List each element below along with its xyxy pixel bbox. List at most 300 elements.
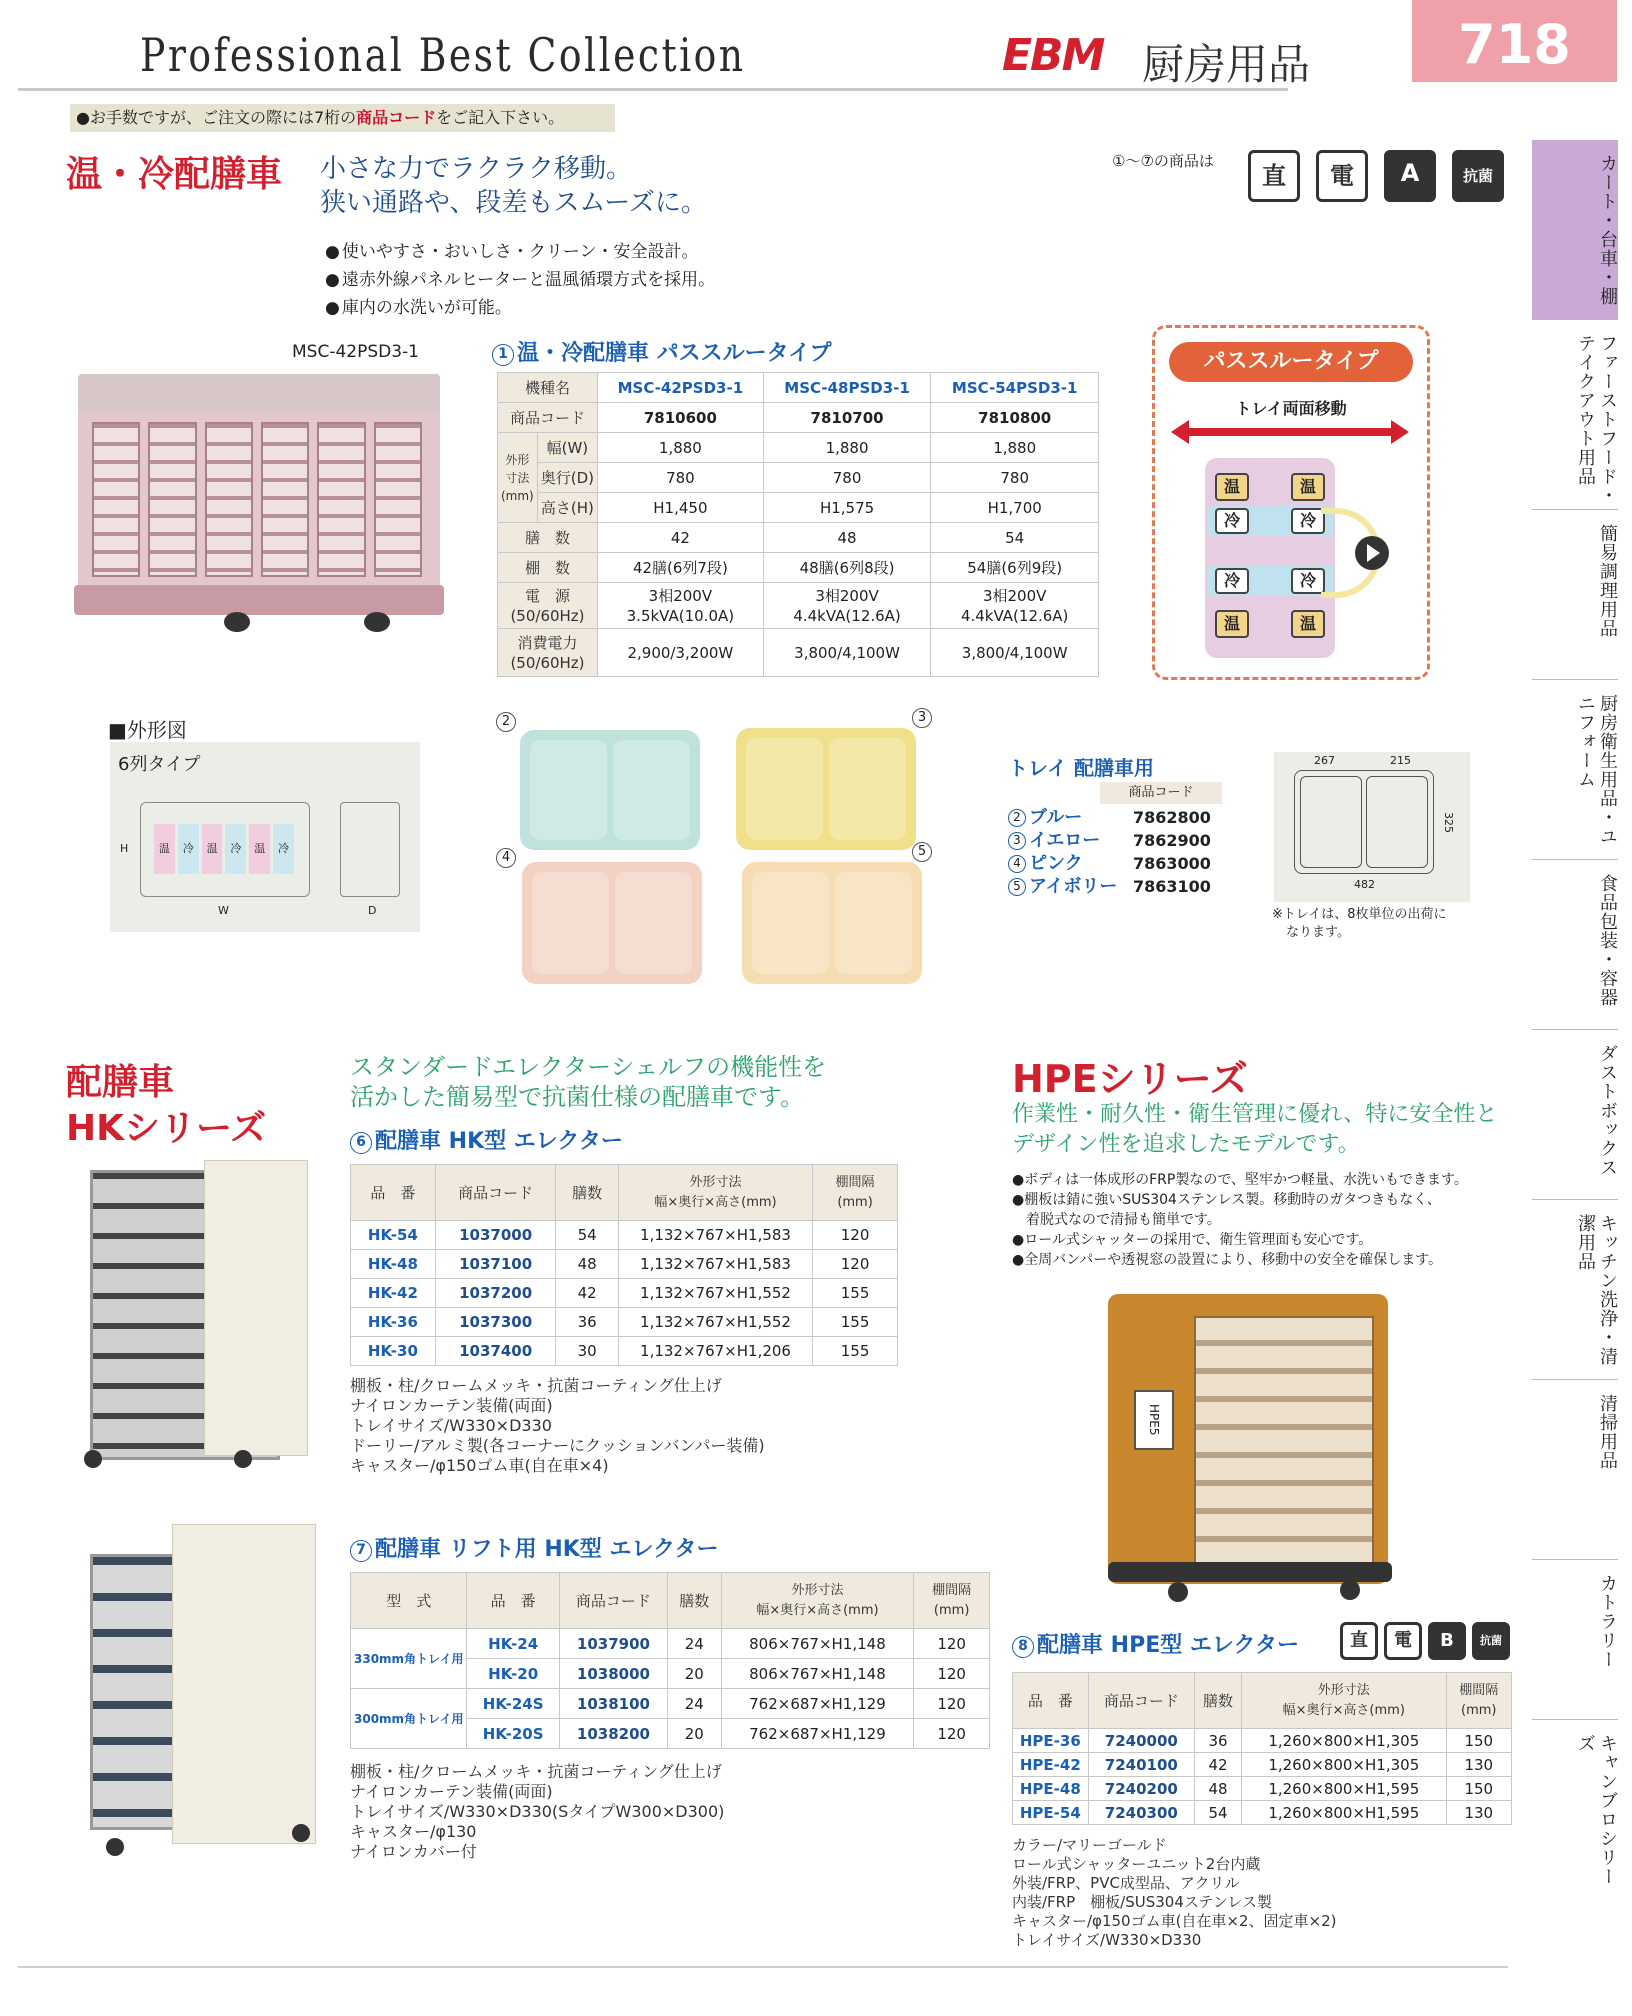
th-pitch-1: 棚間隔 [1459, 1682, 1499, 1698]
outline-type: 6列タイプ [118, 754, 201, 775]
th-dim [618, 1165, 812, 1221]
spec-line: カラー/マリーゴールド [1012, 1836, 1167, 1854]
s3-bullet [1012, 1250, 1468, 1270]
group-label: 330mm角トレイ用 [351, 1629, 467, 1689]
s3-bullet-text: ボディは一体成形のFRP製なので、堅牢かつ軽量、水洗いもできます。 [1024, 1172, 1468, 1188]
cell: 150 [1446, 1777, 1511, 1801]
tray-pink-photo [522, 862, 702, 984]
cell: 762×687×H1,129 [721, 1719, 914, 1749]
cell-meals: 54 [931, 523, 1099, 553]
dim-c: 325 [1442, 812, 1455, 833]
tray-code-header: 商品コード [1100, 782, 1222, 804]
cell-shelf: 54膳(6列9段) [931, 553, 1099, 583]
cell: 36 [556, 1308, 619, 1337]
cell-depth: 780 [598, 463, 764, 493]
table-row [1013, 1753, 1512, 1777]
spec-line: トレイサイズ/W330×D330 [1012, 1931, 1202, 1949]
cell: HK-20 [467, 1659, 559, 1689]
cell: 7240100 [1088, 1753, 1194, 1777]
order-note-bold: 商品コード [356, 108, 437, 127]
sub-number: 8 [1012, 1636, 1034, 1658]
tray-item-code: 7862900 [1133, 831, 1211, 850]
tray-item-num: 4 [1008, 855, 1026, 873]
s3-bullet-text: ロール式シャッターの採用で、衛生管理面も安心です。 [1024, 1232, 1373, 1248]
sub-number: 6 [350, 1132, 372, 1154]
cell: 20 [668, 1719, 722, 1749]
tray-note-1: ※トレイは、8枚単位の出荷に [1272, 907, 1447, 922]
sidebar-tab-cleaning[interactable]: 清掃用品 [1532, 1380, 1618, 1560]
cell: 120 [813, 1250, 898, 1279]
cell: 120 [914, 1689, 990, 1719]
cell: 7240300 [1088, 1801, 1194, 1825]
warm-cool-spec-table [497, 372, 1099, 677]
bullet-mark: ● [1012, 1192, 1025, 1208]
s3-bullet-text: 全周バンパーや透視窓の設置により、移動中の安全を確保します。 [1024, 1252, 1443, 1268]
cold-tag: 冷 [1291, 508, 1325, 534]
cell-code: 7810600 [598, 403, 764, 433]
s3-subtitle-text: 配膳車 HPE型 エレクター [1037, 1633, 1300, 1658]
header-rule [18, 88, 1288, 91]
th-pitch-1: 棚間隔 [835, 1174, 875, 1190]
s1-catch-2: 狭い通路や、段差もスムーズに。 [320, 188, 707, 218]
power-2: 4.4kVA(12.6A) [793, 606, 901, 625]
th-code: 商品コード [1088, 1673, 1194, 1729]
cell-model: MSC-54PSD3-1 [931, 373, 1099, 403]
cell-height: H1,575 [763, 493, 931, 523]
cart-label: HPE5 [1134, 1390, 1174, 1450]
spec-line: トレイサイズ/W330×D330 [350, 1416, 552, 1435]
dim-b: 215 [1390, 754, 1411, 767]
order-note-suffix: をご記入下さい。 [436, 108, 565, 127]
th-pitch [1446, 1673, 1511, 1729]
tray-blue-photo [520, 730, 700, 850]
cell: 1037300 [435, 1308, 556, 1337]
tray-num: 4 [496, 848, 516, 868]
direct-ship-icon: 直 [1340, 1622, 1378, 1660]
cell: HPE-48 [1013, 1777, 1089, 1801]
spec-line: ロール式シャッターユニット2台内蔵 [1012, 1855, 1261, 1873]
tray-list [1008, 806, 1211, 898]
cell: 24 [668, 1689, 722, 1719]
s2-catch-2: 活かした簡易型で抗菌仕様の配膳車です。 [350, 1083, 805, 1111]
s1-bullet: ● 庫内の水洗いが可能。 [325, 294, 715, 322]
cell-width: 1,880 [763, 433, 931, 463]
dim-d: 482 [1354, 878, 1375, 891]
th-dim [1242, 1673, 1447, 1729]
table-row [1013, 1777, 1512, 1801]
sidebar-tab-cutlery[interactable]: カトラリー [1532, 1560, 1618, 1720]
cell-shelf: 48膳(6列8段) [763, 553, 931, 583]
cell: HK-54 [351, 1221, 436, 1250]
sidebar-tab-cooking[interactable]: 簡易調理用品 [1532, 510, 1618, 680]
sub-number: 7 [350, 1540, 372, 1562]
cell: HK-30 [351, 1337, 436, 1366]
hpe-cart-photo [1108, 1290, 1394, 1610]
cell: 24 [668, 1629, 722, 1659]
table-row [351, 1250, 898, 1279]
th-height: 高さ(H) [537, 493, 597, 523]
th-power [498, 583, 598, 629]
cell-model: MSC-48PSD3-1 [763, 373, 931, 403]
warm-cool-cart-photo [74, 372, 444, 642]
s2-catch-1: スタンダードエレクターシェルフの機能性を [350, 1053, 827, 1081]
th-pitch-2: (mm) [837, 1194, 873, 1210]
table-row [1013, 1729, 1512, 1753]
th-dim-2: 寸法 [505, 470, 530, 485]
tray-item-name: ピンク [1029, 853, 1083, 874]
tray-item-name: アイボリー [1029, 876, 1118, 897]
s1-bullet: ● 使いやすさ・おいしさ・クリーン・安全設計。 [325, 238, 715, 266]
group-label: 300mm角トレイ用 [351, 1689, 467, 1749]
cold-tag: 冷 [1291, 568, 1325, 594]
cell-depth: 780 [931, 463, 1099, 493]
arrow-right-icon [1391, 420, 1409, 444]
cell: 130 [1446, 1801, 1511, 1825]
s3-bullet-text: 棚板は錆に強いSUS304ステンレス製。移動時のガタつきもなく、 [1024, 1192, 1441, 1208]
tray-item-name: ブルー [1029, 807, 1083, 828]
s1-subtitle [492, 336, 832, 367]
cell-height: H1,450 [598, 493, 764, 523]
hot-tag: 温 [1215, 473, 1249, 501]
s3-catch-1: 作業性・耐久性・衛生管理に優れ、特に安全性と [1012, 1102, 1498, 1127]
th-meals: 膳 数 [498, 523, 598, 553]
cell: 1038000 [559, 1659, 667, 1689]
cell: 130 [1446, 1753, 1511, 1777]
cell: 42 [1195, 1753, 1242, 1777]
th-pitch-2: (mm) [933, 1602, 970, 1618]
section-title-hk-2: HKシリーズ [66, 1108, 267, 1149]
outline-drawing [110, 742, 420, 932]
sidebar-tab-fastfood[interactable]: ファーストフード・テイクアウト用品 [1532, 320, 1618, 510]
pass-through-title: パススルータイプ [1169, 342, 1413, 382]
s2-subtitle-text: 配膳車 HK型 エレクター [375, 1129, 623, 1154]
tray-item [1008, 806, 1211, 829]
hpe-spec-table [1012, 1672, 1512, 1825]
bullet-mark: ● [1012, 1252, 1025, 1268]
outline-title: ■外形図 [108, 718, 187, 742]
cell: 42 [556, 1279, 619, 1308]
cold-mark: 冷 [225, 824, 246, 874]
section-title-warm-cool: 温・冷配膳車 [66, 154, 283, 195]
power-1: 3相200V [648, 586, 713, 605]
sidebar-tab-cart[interactable]: カート・台車・棚 [1532, 140, 1618, 320]
sidebar-tab-washing[interactable]: キッチン洗浄・清潔用品 [1532, 1200, 1618, 1380]
phone-order-icon: 電 [1384, 1622, 1422, 1660]
page-number: 718 [1412, 0, 1617, 82]
th-cons-1: 消費電力 [517, 633, 578, 652]
arrow-left-icon [1171, 420, 1189, 444]
cold-mark: 冷 [273, 824, 294, 874]
spec-line: ドーリー/アルミ製(各コーナーにクッションバンパー装備) [350, 1436, 765, 1455]
section-title-hpe: HPEシリーズ [1012, 1057, 1248, 1101]
spec-line: 棚板・柱/クロームメッキ・抗菌コーティング仕上げ [350, 1376, 722, 1395]
th-pitch [813, 1165, 898, 1221]
order-note-text: ●お手数ですが、ご注文の際には7桁の [76, 108, 357, 127]
spec-line: キャスター/φ150ゴム車(自在車×4) [350, 1456, 609, 1475]
th-dim-2: 幅×奥行×高さ(mm) [756, 1602, 879, 1618]
tray-item-code: 7862800 [1133, 808, 1211, 827]
hot-mark: 温 [154, 824, 175, 874]
cell-width: 1,880 [598, 433, 764, 463]
th-dim-1: 外形寸法 [791, 1582, 844, 1598]
th-meals: 膳数 [668, 1573, 722, 1629]
cell: HK-42 [351, 1279, 436, 1308]
cell: HPE-36 [1013, 1729, 1089, 1753]
cell: 7240000 [1088, 1729, 1194, 1753]
truck-a-icon: A [1384, 150, 1436, 202]
cell-meals: 48 [763, 523, 931, 553]
cell-consumption: 3,800/4,100W [763, 629, 931, 677]
th-code: 商品コード [435, 1165, 556, 1221]
th-dim-1: 外形寸法 [1317, 1682, 1370, 1698]
table-row [351, 1629, 990, 1659]
cell: HK-20S [467, 1719, 559, 1749]
cell: 1,260×800×H1,595 [1242, 1777, 1447, 1801]
hot-mark: 温 [249, 824, 270, 874]
cell: 1037100 [435, 1250, 556, 1279]
tray-item-code: 7863100 [1133, 877, 1211, 896]
s2-subtitle [350, 1124, 623, 1155]
hk-lift-specs [350, 1762, 724, 1862]
dim-w: W [218, 904, 229, 917]
cold-tag: 冷 [1215, 568, 1249, 594]
th-pitch-2: (mm) [1461, 1702, 1497, 1718]
cell: 155 [813, 1337, 898, 1366]
th-pitch-1: 棚間隔 [932, 1582, 972, 1598]
pass-through-diagram [1152, 325, 1430, 680]
spec-line: 棚板・柱/クロームメッキ・抗菌コーティング仕上げ [350, 1762, 722, 1781]
table-row [1013, 1801, 1512, 1825]
cold-mark: 冷 [178, 824, 199, 874]
tray-item-num: 3 [1008, 832, 1026, 850]
tray-item [1008, 852, 1211, 875]
s1-bullet: ● 遠赤外線パネルヒーターと温風循環方式を採用。 [325, 266, 715, 294]
cold-tag: 冷 [1215, 508, 1249, 534]
cell: 54 [1195, 1801, 1242, 1825]
tray-dimension-drawing [1274, 752, 1470, 902]
th-item-no: 品 番 [351, 1165, 436, 1221]
th-dim-1: 外形寸法 [689, 1174, 742, 1190]
cell: 1038100 [559, 1689, 667, 1719]
hot-tag: 温 [1291, 610, 1325, 638]
spec-line: 外装/FRP、PVC成型品、アクリル [1012, 1874, 1240, 1892]
th-shelf: 棚 数 [498, 553, 598, 583]
s2-lift-subtitle [350, 1532, 719, 1563]
power-2: 3.5kVA(10.0A) [626, 606, 735, 625]
hk-specs [350, 1376, 765, 1476]
tray-ivory-photo [742, 862, 922, 984]
th-dim-3: (mm) [501, 488, 534, 503]
truck-b-icon: B [1428, 1622, 1466, 1660]
sub-number: 1 [492, 344, 514, 366]
cell-consumption: 3,800/4,100W [931, 629, 1099, 677]
bullet-mark: ● [1012, 1232, 1025, 1248]
cell-meals: 42 [598, 523, 764, 553]
play-triangle-icon [1367, 544, 1380, 562]
tray-item-num: 2 [1008, 809, 1026, 827]
th-dim-2: 幅×奥行×高さ(mm) [654, 1194, 777, 1210]
s3-subtitle [1012, 1628, 1299, 1659]
sidebar-tab-hygiene[interactable]: 厨房衛生用品・ユニフォーム [1532, 680, 1618, 860]
tray-item [1008, 829, 1211, 852]
s1-bullets [325, 238, 715, 322]
th-code: 商品コード [498, 403, 598, 433]
tray-note-2: なります。 [1286, 925, 1350, 940]
dim-d: D [368, 904, 377, 917]
cell: 30 [556, 1337, 619, 1366]
cell: 120 [813, 1221, 898, 1250]
tray-note [1272, 906, 1447, 942]
table-row [351, 1337, 898, 1366]
cell: HK-36 [351, 1308, 436, 1337]
s3-bullet-cont: 着脱式なので清掃も簡単です。 [1012, 1212, 1221, 1228]
cell: 1037400 [435, 1337, 556, 1366]
s1-subtitle-text: 温・冷配膳車 パススルータイプ [517, 341, 832, 366]
th-pitch [914, 1573, 990, 1629]
spec-line: ナイロンカーテン装備(両面) [350, 1396, 553, 1415]
sidebar-tab-cambro[interactable]: キャンブロシリーズ [1575, 1734, 1618, 1886]
catalog-title: Professional Best Collection [140, 28, 746, 82]
cell: 1,260×800×H1,305 [1242, 1729, 1447, 1753]
hk-cart-photo [84, 1160, 310, 1476]
spec-line: ナイロンカーテン装備(両面) [350, 1782, 553, 1801]
cell: 1037900 [559, 1629, 667, 1659]
th-consumption [498, 629, 598, 677]
cell: 806×767×H1,148 [721, 1629, 914, 1659]
cell-height: H1,700 [931, 493, 1099, 523]
cell-power [763, 583, 931, 629]
th-item-no: 品 番 [1013, 1673, 1089, 1729]
hk-lift-spec-table [350, 1572, 990, 1749]
th-model: 機種名 [498, 373, 598, 403]
table-row [351, 1689, 990, 1719]
icons-note: ①〜⑦の商品は [1112, 152, 1214, 170]
spec-line: トレイサイズ/W330×D330(SタイプW300×D300) [350, 1802, 725, 1821]
cell: 1,132×767×H1,552 [618, 1279, 812, 1308]
tray-move-label: トレイ両面移動 [1235, 399, 1347, 418]
s3-bullets [1012, 1170, 1468, 1270]
cell: HK-48 [351, 1250, 436, 1279]
cell: 20 [668, 1659, 722, 1689]
phone-order-icon: 電 [1316, 150, 1368, 202]
cell-power [931, 583, 1099, 629]
direct-ship-icon: 直 [1248, 150, 1300, 202]
cell-consumption: 2,900/3,200W [598, 629, 764, 677]
th-dim [721, 1573, 914, 1629]
hot-mark: 温 [202, 824, 223, 874]
spec-line: ナイロンカバー付 [350, 1842, 477, 1861]
cell-shelf: 42膳(6列7段) [598, 553, 764, 583]
cell: 7240200 [1088, 1777, 1194, 1801]
table-row [351, 1308, 898, 1337]
s1-catch-1: 小さな力でラクラク移動。 [320, 154, 633, 184]
antibacterial-icon: 抗菌 [1452, 150, 1504, 202]
th-dim-1: 外形 [505, 452, 530, 467]
s3-bullet [1012, 1170, 1468, 1190]
cell: 120 [914, 1719, 990, 1749]
cell: 1,132×767×H1,583 [618, 1221, 812, 1250]
power-1: 3相200V [982, 586, 1047, 605]
hpe-specs [1012, 1836, 1337, 1950]
th-dim-2: 幅×奥行×高さ(mm) [1282, 1702, 1405, 1718]
both-way-arrow-icon [1185, 428, 1395, 436]
cell: HPE-54 [1013, 1801, 1089, 1825]
cell: 1038200 [559, 1719, 667, 1749]
th-dim [498, 433, 538, 523]
cell: 155 [813, 1308, 898, 1337]
cell: 762×687×H1,129 [721, 1689, 914, 1719]
cell: 1,132×767×H1,206 [618, 1337, 812, 1366]
tray-yellow-photo [736, 728, 916, 850]
s3-bullet [1012, 1230, 1468, 1250]
cell: HK-24 [467, 1629, 559, 1659]
cell: 155 [813, 1279, 898, 1308]
cell-code: 7810700 [763, 403, 931, 433]
tray-num: 5 [912, 842, 932, 862]
th-meals: 膳数 [1195, 1673, 1242, 1729]
cell: 120 [914, 1629, 990, 1659]
footer-rule [18, 1966, 1508, 1968]
dim-h: H [120, 842, 129, 855]
hot-tag: 温 [1215, 610, 1249, 638]
cell: 54 [556, 1221, 619, 1250]
cell-power [598, 583, 764, 629]
hot-tag: 温 [1291, 473, 1325, 501]
sidebar [1532, 140, 1618, 1900]
cell: 1037200 [435, 1279, 556, 1308]
brand-logo: EBM [1002, 30, 1104, 81]
cell: 1,260×800×H1,305 [1242, 1753, 1447, 1777]
cell: 48 [1195, 1777, 1242, 1801]
cell: HPE-42 [1013, 1753, 1089, 1777]
th-meals: 膳数 [556, 1165, 619, 1221]
sidebar-tab-dustbox[interactable]: ダストボックス [1532, 1030, 1618, 1200]
photo-label: MSC-42PSD3-1 [292, 342, 419, 362]
s3-catch-2: デザイン性を追求したモデルです。 [1012, 1132, 1360, 1157]
tray-num: 3 [912, 708, 932, 728]
order-note [70, 104, 615, 132]
table-row [351, 1279, 898, 1308]
cell: 1037000 [435, 1221, 556, 1250]
power-1: 3相200V [815, 586, 879, 605]
section-title-hk-1: 配膳車 [66, 1062, 175, 1103]
s3-bullet [1012, 1190, 1468, 1210]
cell: 48 [556, 1250, 619, 1279]
hk-spec-table [350, 1164, 898, 1366]
bullet-mark: ● [1012, 1172, 1025, 1188]
cell-depth: 780 [763, 463, 931, 493]
th-item-no: 品 番 [467, 1573, 559, 1629]
cell-model: MSC-42PSD3-1 [598, 373, 764, 403]
th-width: 幅(W) [537, 433, 597, 463]
tray-item [1008, 875, 1211, 898]
power-2: 4.4kVA(12.6A) [960, 606, 1069, 625]
s2-lift-subtitle-text: 配膳車 リフト用 HK型 エレクター [375, 1537, 719, 1562]
cell: 150 [1446, 1729, 1511, 1753]
tray-num: 2 [496, 712, 516, 732]
sidebar-tab-packaging[interactable]: 食品包装・容器 [1532, 860, 1618, 1030]
tray-item-name: イエロー [1029, 830, 1101, 851]
hk-lift-cart-photo [86, 1524, 318, 1860]
spec-line: キャスター/φ150ゴム車(自在車×2、固定車×2) [1012, 1912, 1337, 1930]
th-cons-2: (50/60Hz) [510, 653, 585, 672]
header-category: 厨房用品 [1142, 40, 1311, 89]
tray-item-num: 5 [1008, 878, 1026, 896]
cell: 1,132×767×H1,552 [618, 1308, 812, 1337]
cell: 36 [1195, 1729, 1242, 1753]
cell: HK-24S [467, 1689, 559, 1719]
cell: 806×767×H1,148 [721, 1659, 914, 1689]
